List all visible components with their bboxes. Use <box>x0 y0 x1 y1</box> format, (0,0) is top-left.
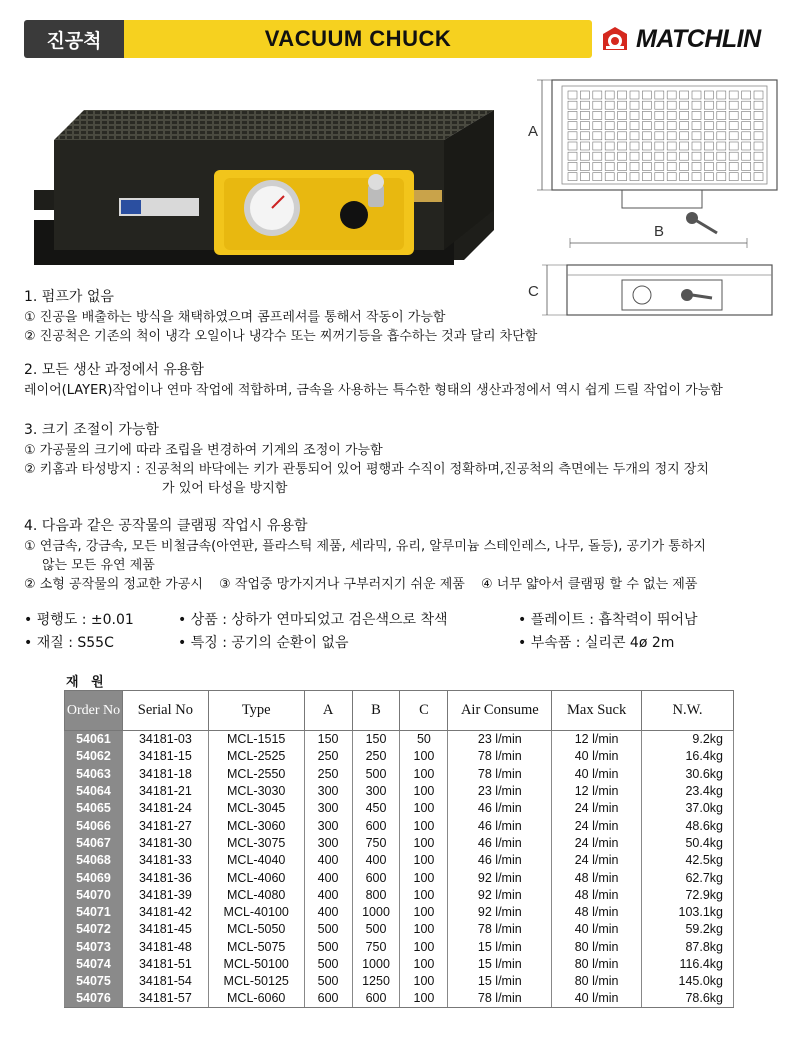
cell-b: 750 <box>352 938 400 955</box>
cell-c: 50 <box>400 731 448 748</box>
cell-nw: 78.6kg <box>642 990 734 1007</box>
cell-air-consume: 92 l/min <box>448 869 552 886</box>
cell-a: 500 <box>304 938 352 955</box>
cell-order-no: 54076 <box>65 990 123 1007</box>
cell-order-no: 54069 <box>65 869 123 886</box>
cell-order-no: 54065 <box>65 800 123 817</box>
cell-serial-no: 34181-15 <box>122 748 208 765</box>
header-bar <box>24 20 592 58</box>
dimension-drawing <box>512 70 792 330</box>
dimension-b-label: B <box>654 223 665 240</box>
cell-b: 800 <box>352 886 400 903</box>
cell-c: 100 <box>400 748 448 765</box>
spec-feature: • 특징 : 공기의 순환이 없음 <box>178 635 349 651</box>
cell-order-no: 54075 <box>65 973 123 990</box>
table-row <box>65 834 734 851</box>
cell-air-consume: 15 l/min <box>448 955 552 972</box>
cell-a: 400 <box>304 869 352 886</box>
cell-a: 500 <box>304 973 352 990</box>
cell-type: MCL-3045 <box>208 800 304 817</box>
section-1 <box>24 288 537 346</box>
spec-plate: • 플레이트 : 흡착력이 뛰어남 <box>518 612 698 628</box>
cell-order-no: 54074 <box>65 955 123 972</box>
cell-b: 1000 <box>352 955 400 972</box>
cell-type: MCL-2550 <box>208 765 304 782</box>
matchlin-logo-icon <box>600 25 630 53</box>
cell-a: 300 <box>304 817 352 834</box>
section-4-line-1: ① 연금속, 강금속, 모든 비철금속(아연판, 플라스틱 제품, 세라믹, 유리, 알루미늄 스테인레스, 나무, 돌등), 공기가 통하지 <box>24 539 706 554</box>
page-title: VACUUM CHUCK <box>124 20 592 58</box>
col-b: B <box>352 691 400 731</box>
cell-order-no: 54072 <box>65 921 123 938</box>
cell-max-suck: 24 l/min <box>552 817 642 834</box>
cell-max-suck: 48 l/min <box>552 869 642 886</box>
cell-type: MCL-6060 <box>208 990 304 1007</box>
cell-air-consume: 46 l/min <box>448 852 552 869</box>
cell-serial-no: 34181-27 <box>122 817 208 834</box>
cell-order-no: 54064 <box>65 782 123 799</box>
cell-a: 300 <box>304 800 352 817</box>
cell-air-consume: 15 l/min <box>448 938 552 955</box>
cell-order-no: 54071 <box>65 903 123 920</box>
cell-nw: 103.1kg <box>642 903 734 920</box>
table-row <box>65 817 734 834</box>
cell-air-consume: 78 l/min <box>448 765 552 782</box>
cell-nw: 16.4kg <box>642 748 734 765</box>
table-row <box>65 973 734 990</box>
section-1-line-2: ② 진공척은 기존의 척이 냉각 오일이나 냉각수 또는 찌꺼기등을 흡수하는 것과 달리 차단함 <box>24 329 538 344</box>
table-header-row <box>65 691 734 731</box>
dimension-a-label: A <box>528 123 539 140</box>
cell-b: 1250 <box>352 973 400 990</box>
cell-b: 600 <box>352 990 400 1007</box>
section-4-title: 4. 다음과 같은 공작물의 클램핑 작업시 유용함 <box>24 518 308 534</box>
cell-nw: 62.7kg <box>642 869 734 886</box>
cell-a: 150 <box>304 731 352 748</box>
cell-air-consume: 23 l/min <box>448 782 552 799</box>
cell-serial-no: 34181-48 <box>122 938 208 955</box>
cell-order-no: 54067 <box>65 834 123 851</box>
cell-serial-no: 34181-54 <box>122 973 208 990</box>
table-row <box>65 731 734 748</box>
spec-accessory: • 부속품 : 실리콘 4ø 2m <box>518 635 675 651</box>
cell-type: MCL-50100 <box>208 955 304 972</box>
cell-b: 1000 <box>352 903 400 920</box>
cell-nw: 30.6kg <box>642 765 734 782</box>
cell-serial-no: 34181-57 <box>122 990 208 1007</box>
cell-max-suck: 80 l/min <box>552 938 642 955</box>
section-2-title: 2. 모든 생산 과정에서 유용함 <box>24 362 204 378</box>
cell-c: 100 <box>400 921 448 938</box>
cell-c: 100 <box>400 869 448 886</box>
col-serial-no: Serial No <box>122 691 208 731</box>
col-air-consume: Air Consume <box>448 691 552 731</box>
table-title: 재 원 <box>66 675 108 690</box>
cell-nw: 9.2kg <box>642 731 734 748</box>
section-4-item-4: ④ 너무 얇아서 클램핑 할 수 없는 제품 <box>480 577 698 592</box>
cell-a: 400 <box>304 852 352 869</box>
cell-a: 250 <box>304 748 352 765</box>
cell-a: 500 <box>304 955 352 972</box>
cell-nw: 37.0kg <box>642 800 734 817</box>
section-3 <box>24 421 709 498</box>
cell-order-no: 54068 <box>65 852 123 869</box>
cell-serial-no: 34181-21 <box>122 782 208 799</box>
cell-serial-no: 34181-36 <box>122 869 208 886</box>
cell-c: 100 <box>400 782 448 799</box>
section-3-line-2: ② 키홈과 타성방지 : 진공척의 바닥에는 키가 관통되어 있어 평행과 수직이 정확하며,진공척의 측면에는 두개의 정지 장치 <box>24 462 709 477</box>
cell-a: 300 <box>304 834 352 851</box>
cell-serial-no: 34181-45 <box>122 921 208 938</box>
cell-c: 100 <box>400 938 448 955</box>
cell-b: 150 <box>352 731 400 748</box>
section-4-item-2: ② 소형 공작물의 정교한 가공시 <box>24 577 203 592</box>
cell-order-no: 54063 <box>65 765 123 782</box>
section-1-line-1: ① 진공을 배출하는 방식을 채택하였으며 콤프레셔를 통해서 작동이 가능함 <box>24 310 446 325</box>
cell-b: 300 <box>352 782 400 799</box>
cell-c: 100 <box>400 990 448 1007</box>
table-row <box>65 955 734 972</box>
cell-max-suck: 40 l/min <box>552 765 642 782</box>
cell-a: 500 <box>304 921 352 938</box>
cell-nw: 87.8kg <box>642 938 734 955</box>
spec-material: • 재질 : S55C <box>24 635 114 651</box>
cell-max-suck: 80 l/min <box>552 955 642 972</box>
cell-air-consume: 78 l/min <box>448 748 552 765</box>
cell-a: 600 <box>304 990 352 1007</box>
cell-c: 100 <box>400 834 448 851</box>
cell-nw: 42.5kg <box>642 852 734 869</box>
cell-air-consume: 23 l/min <box>448 731 552 748</box>
col-a: A <box>304 691 352 731</box>
cell-serial-no: 34181-39 <box>122 886 208 903</box>
cell-serial-no: 34181-24 <box>122 800 208 817</box>
table-row <box>65 869 734 886</box>
cell-nw: 50.4kg <box>642 834 734 851</box>
table-row <box>65 852 734 869</box>
cell-type: MCL-4060 <box>208 869 304 886</box>
cell-type: MCL-2525 <box>208 748 304 765</box>
cell-type: MCL-5075 <box>208 938 304 955</box>
cell-air-consume: 46 l/min <box>448 800 552 817</box>
cell-serial-no: 34181-18 <box>122 765 208 782</box>
cell-b: 750 <box>352 834 400 851</box>
cell-b: 250 <box>352 748 400 765</box>
cell-b: 600 <box>352 869 400 886</box>
cell-b: 500 <box>352 765 400 782</box>
section-3-title: 3. 크기 조절이 가능함 <box>24 422 159 438</box>
cell-nw: 48.6kg <box>642 817 734 834</box>
cell-max-suck: 80 l/min <box>552 973 642 990</box>
section-3-line-1: ① 가공물의 크기에 따라 조립을 변경하여 기계의 조정이 가능함 <box>24 443 383 458</box>
dimension-c-label: C <box>528 283 539 300</box>
cell-air-consume: 92 l/min <box>448 903 552 920</box>
cell-air-consume: 78 l/min <box>448 990 552 1007</box>
cell-max-suck: 48 l/min <box>552 886 642 903</box>
spec-flatness: • 평행도 : ±0.01 <box>24 612 134 628</box>
cell-max-suck: 40 l/min <box>552 990 642 1007</box>
col-type: Type <box>208 691 304 731</box>
cell-c: 100 <box>400 800 448 817</box>
cell-c: 100 <box>400 903 448 920</box>
cell-type: MCL-4040 <box>208 852 304 869</box>
section-2-line-1: 레이어(LAYER)작업이나 연마 작업에 적합하며, 금속을 사용하는 특수한 형태의 생산과정에서 역시 쉽게 드릴 작업이 가능함 <box>24 383 723 398</box>
table-row <box>65 938 734 955</box>
section-4-item-3: ③ 작업중 망가지거나 구부러지기 쉬운 제품 <box>219 577 465 592</box>
cell-serial-no: 34181-33 <box>122 852 208 869</box>
cell-order-no: 54073 <box>65 938 123 955</box>
cell-serial-no: 34181-30 <box>122 834 208 851</box>
cell-air-consume: 46 l/min <box>448 817 552 834</box>
section-4-items <box>24 575 709 594</box>
cell-c: 100 <box>400 973 448 990</box>
section-2 <box>24 361 723 400</box>
cell-max-suck: 12 l/min <box>552 782 642 799</box>
brand-name: MATCHLIN <box>636 24 761 53</box>
cell-type: MCL-4080 <box>208 886 304 903</box>
cell-type: MCL-50125 <box>208 973 304 990</box>
cell-order-no: 54062 <box>65 748 123 765</box>
cell-type: MCL-3075 <box>208 834 304 851</box>
cell-order-no: 54061 <box>65 731 123 748</box>
cell-type: MCL-5050 <box>208 921 304 938</box>
cell-max-suck: 24 l/min <box>552 800 642 817</box>
cell-nw: 23.4kg <box>642 782 734 799</box>
spec-product: • 상품 : 상하가 연마되었고 검은색으로 착색 <box>178 612 448 628</box>
table-row <box>65 800 734 817</box>
vacuum-chuck-photo <box>24 70 504 280</box>
cell-b: 400 <box>352 852 400 869</box>
cell-max-suck: 24 l/min <box>552 834 642 851</box>
cell-b: 500 <box>352 921 400 938</box>
category-label: 진공척 <box>24 20 124 58</box>
section-4-line-2: 않는 모든 유연 제품 <box>42 558 155 573</box>
col-c: C <box>400 691 448 731</box>
cell-max-suck: 40 l/min <box>552 748 642 765</box>
table-row <box>65 990 734 1007</box>
cell-max-suck: 24 l/min <box>552 852 642 869</box>
table-row <box>65 748 734 765</box>
table-row <box>65 886 734 903</box>
cell-order-no: 54066 <box>65 817 123 834</box>
spec-summary <box>24 609 784 655</box>
cell-c: 100 <box>400 852 448 869</box>
cell-serial-no: 34181-03 <box>122 731 208 748</box>
col-order-no: Order No <box>65 691 123 731</box>
cell-air-consume: 15 l/min <box>448 973 552 990</box>
cell-serial-no: 34181-51 <box>122 955 208 972</box>
col-nw: N.W. <box>642 691 734 731</box>
cell-b: 450 <box>352 800 400 817</box>
cell-c: 100 <box>400 886 448 903</box>
cell-nw: 72.9kg <box>642 886 734 903</box>
table-row <box>65 903 734 920</box>
table-row <box>65 921 734 938</box>
section-3-line-3: 가 있어 타성을 방지함 <box>162 481 288 496</box>
cell-max-suck: 40 l/min <box>552 921 642 938</box>
col-max-suck: Max Suck <box>552 691 642 731</box>
cell-air-consume: 92 l/min <box>448 886 552 903</box>
cell-type: MCL-3030 <box>208 782 304 799</box>
cell-max-suck: 48 l/min <box>552 903 642 920</box>
table-row <box>65 782 734 799</box>
table-row <box>65 765 734 782</box>
cell-a: 400 <box>304 903 352 920</box>
cell-a: 300 <box>304 782 352 799</box>
cell-type: MCL-40100 <box>208 903 304 920</box>
cell-nw: 145.0kg <box>642 973 734 990</box>
cell-type: MCL-1515 <box>208 731 304 748</box>
section-4 <box>24 517 709 594</box>
cell-a: 250 <box>304 765 352 782</box>
cell-max-suck: 12 l/min <box>552 731 642 748</box>
cell-c: 100 <box>400 955 448 972</box>
cell-a: 400 <box>304 886 352 903</box>
cell-nw: 59.2kg <box>642 921 734 938</box>
cell-nw: 116.4kg <box>642 955 734 972</box>
cell-air-consume: 46 l/min <box>448 834 552 851</box>
cell-air-consume: 78 l/min <box>448 921 552 938</box>
cell-b: 600 <box>352 817 400 834</box>
cell-type: MCL-3060 <box>208 817 304 834</box>
cell-serial-no: 34181-42 <box>122 903 208 920</box>
brand-logo <box>600 20 761 58</box>
cell-c: 100 <box>400 765 448 782</box>
spec-table <box>64 690 734 1008</box>
section-1-title: 1. 펌프가 없음 <box>24 289 114 305</box>
cell-c: 100 <box>400 817 448 834</box>
cell-order-no: 54070 <box>65 886 123 903</box>
